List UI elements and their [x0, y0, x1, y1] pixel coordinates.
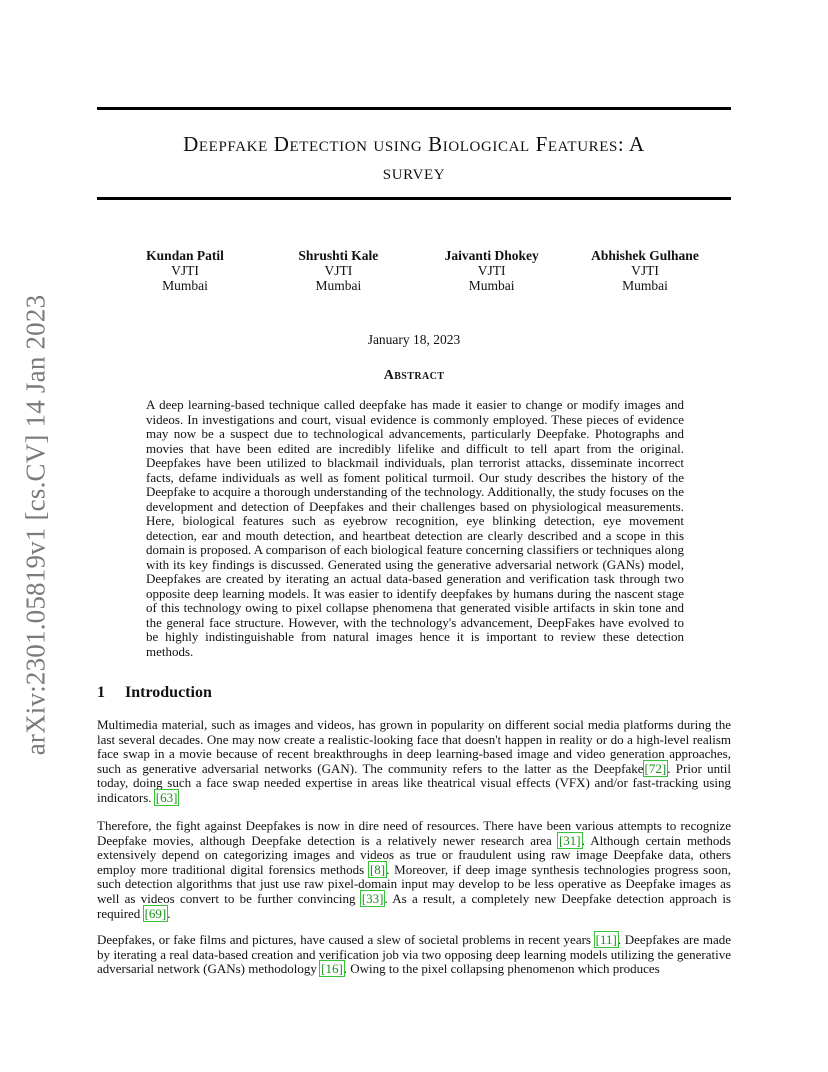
- author-block: [570, 248, 720, 293]
- author-city: Mumbai: [162, 278, 208, 293]
- paragraph-text: . As a result, a completely new Deepfake detection approach is required: [97, 890, 731, 921]
- author-list: [110, 248, 720, 293]
- paragraph-text: Multimedia material, such as images and videos, has grown in popularity on different social media platforms during the last several decades. One may now create a realistic-looking face that doesn't happen in reality or do a high-level realism face swap in a movie because of recent breakthroughs in deep learning-based image and video generation approaches, such as generative adversarial networks (GAN). The community refers to the latter as the Deepfake: [97, 717, 731, 776]
- citation-link[interactable]: [72]: [644, 760, 667, 776]
- paragraph-text: Therefore, the fight against Deepfakes is now in dire need of resources. There have been various attempts to recognize Deepfake movies, although Deepfake detection is a relatively newer research area: [97, 818, 731, 848]
- abstract-heading: Abstract: [383, 368, 445, 383]
- citation-link[interactable]: [8]: [369, 861, 386, 877]
- paragraph-text: Deepfakes, or fake films and pictures, have caused a slew of societal problems in recent years: [97, 932, 595, 947]
- author-block: [263, 248, 413, 293]
- paper-title: [97, 130, 731, 186]
- author-affiliation: VJTI: [631, 263, 659, 278]
- paragraph-text: .: [167, 905, 171, 921]
- author-block: [417, 248, 567, 293]
- author-city: Mumbai: [315, 278, 362, 293]
- arxiv-identifier: arXiv:2301.05819v1 [cs.CV] 14 Jan 2023: [20, 294, 51, 756]
- citation-link[interactable]: [31]: [558, 832, 581, 848]
- title-top-rule: [97, 107, 731, 110]
- author-name: Abhishek Gulhane: [591, 248, 699, 263]
- author-affiliation: VJTI: [477, 263, 506, 278]
- intro-paragraph-1: [97, 718, 731, 806]
- title-line-1: Deepfake Detection using Biological Features: A: [183, 132, 645, 156]
- paragraph-text: . Although certain methods extensively depend on categorizing images and videos as true or fraudulent using raw image Deepfake data, others employ more traditional digital forensics methods: [97, 832, 731, 877]
- paragraph-text: . Deepfakes are made by iterating a real data-based creation and verification job via two opposing deep learning models utilizing the generative adversarial network (GANs) methodology: [97, 932, 731, 977]
- author-name: Kundan Patil: [146, 248, 224, 263]
- intro-paragraph-3: [97, 933, 731, 977]
- author-name: Shrushti Kale: [298, 248, 379, 263]
- citation-link[interactable]: [16]: [321, 961, 343, 977]
- section-number: 1: [97, 684, 105, 701]
- author-affiliation: VJTI: [171, 263, 199, 278]
- author-affiliation: VJTI: [324, 263, 353, 278]
- citation-link[interactable]: [33]: [361, 890, 384, 906]
- author-block: [110, 248, 260, 293]
- citation-link[interactable]: [69]: [144, 905, 167, 921]
- author-city: Mumbai: [622, 278, 668, 293]
- author-city: Mumbai: [468, 278, 515, 293]
- citation-link[interactable]: [11]: [595, 932, 617, 947]
- citation-link[interactable]: [63]: [155, 789, 178, 805]
- title-line-2: survey: [382, 160, 446, 184]
- section-heading: [97, 684, 212, 702]
- paragraph-text: . Owing to the pixel collapsing phenomenon which produces: [343, 961, 660, 977]
- publication-date: January 18, 2023: [367, 332, 461, 347]
- paragraph-text: . Moreover, if deep image synthesis technologies progress soon, such detection algorithms that just use raw pixel-domain input may develop to be less operative as Deepfake images as well as videos convert to be further convincing: [97, 861, 731, 906]
- author-name: Jaivanti Dhokey: [444, 248, 539, 263]
- intro-paragraph-2: [97, 819, 731, 921]
- abstract-text: A deep learning-based technique called deepfake has made it easier to change or modify images and videos. In investigations and court, visual evidence is commonly employed. These pieces of evidence may now be a suspect due to technological advancements, particularly Deepfake. Photographs and movies that have been edited are incredibly lifelike and difficult to tell apart from the original. Deepfakes have been utilized to blackmail individuals, plan terrorist attacks, disseminate incorrect facts, defame individuals as well as foment political turmoil. Our study describes the history of the Deepfake to acquire a thorough understanding of the technology. Additionally, the study focuses on the development and detection of Deepfakes and their challenges based on physiological measurements. Here, biological features such as eyebrow recognition, eye blinking detection, eye movement detection, ear and mouth detection, and heartbeat detection are clearly described and a scope in this domain is proposed. A comparison of each biological feature concerning classifiers or techniques along with its key findings is discussed. Generated using the generative adversarial network (GANs) model, Deepfakes are created by iterating an actual data-based generation and verification task through two opposite deep learning models. It was easier to identify deepfakes by humans during the nascent stage of this technology owing to pixel collapse phenomena that generated visible artifacts in skin tone and the general face structure. However, with the technology's advancement, DeepFakes have evolved to be highly indistinguishable from natural images hence it is important to review these detection methods.: [146, 397, 684, 659]
- section-title: Introduction: [125, 684, 212, 701]
- paragraph-text: . Prior until today, doing such a face swap needed expertise in areas like theatrical visual effects (VFX) and/or fast-tracking using indicators.: [97, 760, 732, 805]
- title-bottom-rule: [97, 197, 731, 200]
